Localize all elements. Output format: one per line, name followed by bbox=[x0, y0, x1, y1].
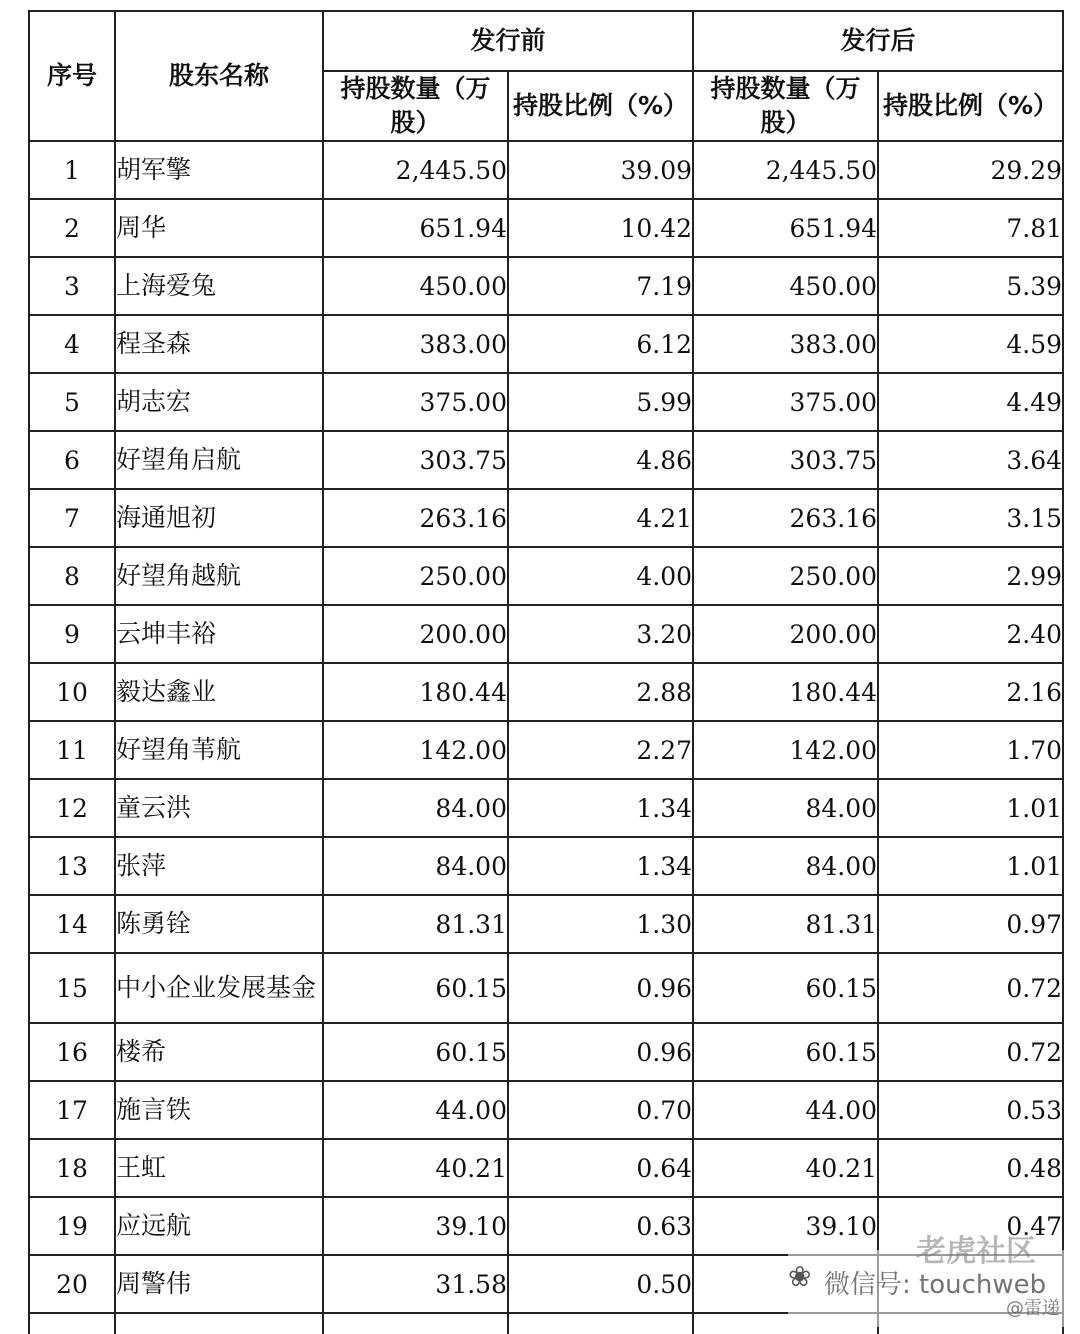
pre-issue-shares: 250.00 bbox=[323, 547, 508, 605]
table-body bbox=[29, 141, 1063, 1334]
post-issue-ratio: 3.15 bbox=[878, 489, 1063, 547]
post-issue-shares: 263.16 bbox=[693, 489, 878, 547]
pre-issue-ratio: 2.88 bbox=[508, 663, 693, 721]
shareholder-name: 程圣森 bbox=[115, 315, 323, 373]
shareholder-name: 王虹 bbox=[115, 1139, 323, 1197]
post-issue-ratio: 1.01 bbox=[878, 779, 1063, 837]
pre-issue-ratio: 3.20 bbox=[508, 605, 693, 663]
shareholder-name: 中小企业发展基金 bbox=[115, 953, 323, 1023]
shareholder-name: 云坤丰裕 bbox=[115, 605, 323, 663]
post-issue-shares: 450.00 bbox=[693, 257, 878, 315]
post-issue-ratio: 4.59 bbox=[878, 315, 1063, 373]
pre-issue-shares: 142.00 bbox=[323, 721, 508, 779]
pre-issue-ratio: 0.70 bbox=[508, 1081, 693, 1139]
pre-issue-shares: 44.00 bbox=[323, 1081, 508, 1139]
pre-issue-shares: 180.44 bbox=[323, 663, 508, 721]
wechat-icon: ❀ bbox=[788, 1260, 812, 1293]
pre-issue-ratio: 1.34 bbox=[508, 837, 693, 895]
row-index: 7 bbox=[29, 489, 115, 547]
watermark-brand: 老虎社区 bbox=[916, 1234, 1036, 1269]
post-issue-ratio: 2.99 bbox=[878, 547, 1063, 605]
table-row bbox=[29, 1139, 1063, 1197]
pre-issue-shares: 84.00 bbox=[323, 779, 508, 837]
post-issue-ratio: 2.16 bbox=[878, 663, 1063, 721]
pre-issue-ratio: 39.09 bbox=[508, 141, 693, 199]
row-index: 20 bbox=[29, 1255, 115, 1313]
shareholder-name: 毅达鑫业 bbox=[115, 663, 323, 721]
table-row bbox=[29, 837, 1063, 895]
pre-issue-ratio: 2.27 bbox=[508, 721, 693, 779]
row-index: 19 bbox=[29, 1197, 115, 1255]
row-index: 8 bbox=[29, 547, 115, 605]
pre-issue-shares: 81.31 bbox=[323, 895, 508, 953]
table-row bbox=[29, 779, 1063, 837]
pre-issue-shares: 31.58 bbox=[323, 1255, 508, 1313]
post-issue-ratio: 29.29 bbox=[878, 141, 1063, 199]
post-issue-ratio: 0.53 bbox=[878, 1081, 1063, 1139]
shareholder-name: 楼希 bbox=[115, 1023, 323, 1081]
header-post-shares: 持股数量（万股） bbox=[693, 71, 878, 141]
shareholder-name: 好望角启航 bbox=[115, 431, 323, 489]
table-row bbox=[29, 1023, 1063, 1081]
table-row bbox=[29, 315, 1063, 373]
post-issue-shares: 250.00 bbox=[693, 547, 878, 605]
post-issue-shares: 60.15 bbox=[693, 1023, 878, 1081]
pre-issue-shares: 84.00 bbox=[323, 837, 508, 895]
post-issue-shares: 39.10 bbox=[693, 1197, 878, 1255]
watermark bbox=[788, 1234, 1080, 1327]
post-issue-ratio: 2.40 bbox=[878, 605, 1063, 663]
table-row bbox=[29, 199, 1063, 257]
pre-issue-shares: 303.75 bbox=[323, 431, 508, 489]
pre-issue-ratio: 4.00 bbox=[508, 547, 693, 605]
post-issue-shares: 180.44 bbox=[693, 663, 878, 721]
pre-issue-shares: 39.10 bbox=[323, 1197, 508, 1255]
table-row bbox=[29, 373, 1063, 431]
pre-issue-shares: 60.15 bbox=[323, 953, 508, 1023]
pre-issue-ratio: 1.34 bbox=[508, 779, 693, 837]
watermark-brand-sub: @雷递 bbox=[1006, 1298, 1060, 1319]
header-pre-shares: 持股数量（万股） bbox=[323, 71, 508, 141]
post-issue-shares: 142.00 bbox=[693, 721, 878, 779]
post-issue-ratio: 1.01 bbox=[878, 837, 1063, 895]
header-row-top bbox=[29, 11, 1063, 71]
post-issue-shares: 60.15 bbox=[693, 953, 878, 1023]
table-row bbox=[29, 1081, 1063, 1139]
row-index: 16 bbox=[29, 1023, 115, 1081]
row-index: 9 bbox=[29, 605, 115, 663]
table-row bbox=[29, 141, 1063, 199]
post-issue-ratio: 0.48 bbox=[878, 1139, 1063, 1197]
pre-issue-ratio: 0.96 bbox=[508, 1023, 693, 1081]
row-index: 13 bbox=[29, 837, 115, 895]
pre-issue-ratio: 7.19 bbox=[508, 257, 693, 315]
pre-issue-shares: 450.00 bbox=[323, 257, 508, 315]
pre-issue-shares: 200.00 bbox=[323, 605, 508, 663]
pre-issue-shares: 60.15 bbox=[323, 1023, 508, 1081]
row-index: 1 bbox=[29, 141, 115, 199]
pre-issue-ratio: 0.64 bbox=[508, 1139, 693, 1197]
post-issue-shares: 2,445.50 bbox=[693, 141, 878, 199]
table-row bbox=[29, 663, 1063, 721]
header-index: 序号 bbox=[29, 11, 115, 141]
pre-issue-ratio: 0.50 bbox=[508, 1255, 693, 1313]
post-issue-ratio: 1.70 bbox=[878, 721, 1063, 779]
pre-issue-shares: 375.00 bbox=[323, 373, 508, 431]
row-index: 6 bbox=[29, 431, 115, 489]
table-row bbox=[29, 489, 1063, 547]
shareholder-name: 施言铁 bbox=[115, 1081, 323, 1139]
post-issue-ratio: 4.49 bbox=[878, 373, 1063, 431]
post-issue-ratio: 5.39 bbox=[878, 257, 1063, 315]
post-issue-shares: 81.31 bbox=[693, 895, 878, 953]
post-issue-ratio: 0.72 bbox=[878, 953, 1063, 1023]
post-issue-shares: 303.75 bbox=[693, 431, 878, 489]
pre-issue-ratio: 1.30 bbox=[508, 895, 693, 953]
table-row bbox=[29, 605, 1063, 663]
post-issue-ratio: 0.72 bbox=[878, 1023, 1063, 1081]
shareholder-name: 周华 bbox=[115, 199, 323, 257]
header-before-issue: 发行前 bbox=[323, 11, 693, 71]
pre-issue-shares: 651.94 bbox=[323, 199, 508, 257]
table-row bbox=[29, 431, 1063, 489]
header-after-issue: 发行后 bbox=[693, 11, 1063, 71]
watermark-text: 微信号: touchweb bbox=[824, 1270, 1047, 1300]
table-row bbox=[29, 257, 1063, 315]
row-index: 3 bbox=[29, 257, 115, 315]
shareholder-name: 胡志宏 bbox=[115, 373, 323, 431]
pre-issue-ratio: 10.42 bbox=[508, 199, 693, 257]
post-issue-ratio: 0.97 bbox=[878, 895, 1063, 953]
pre-issue-shares: 2,445.50 bbox=[323, 141, 508, 199]
row-index: 18 bbox=[29, 1139, 115, 1197]
empty-cell bbox=[323, 1313, 508, 1334]
row-index: 4 bbox=[29, 315, 115, 373]
post-issue-ratio: 0.47 bbox=[878, 1197, 1063, 1255]
shareholder-name: 好望角苇航 bbox=[115, 721, 323, 779]
pre-issue-ratio: 4.21 bbox=[508, 489, 693, 547]
empty-cell bbox=[508, 1313, 693, 1334]
table-row bbox=[29, 895, 1063, 953]
row-index: 14 bbox=[29, 895, 115, 953]
pre-issue-shares: 383.00 bbox=[323, 315, 508, 373]
post-issue-shares: 44.00 bbox=[693, 1081, 878, 1139]
shareholder-name: 好望角越航 bbox=[115, 547, 323, 605]
row-index: 5 bbox=[29, 373, 115, 431]
table-row bbox=[29, 721, 1063, 779]
post-issue-shares: 84.00 bbox=[693, 779, 878, 837]
table-row bbox=[29, 953, 1063, 1023]
pre-issue-ratio: 4.86 bbox=[508, 431, 693, 489]
header-name: 股东名称 bbox=[115, 11, 323, 141]
post-issue-shares: 84.00 bbox=[693, 837, 878, 895]
empty-cell bbox=[115, 1313, 323, 1334]
shareholder-name: 应远航 bbox=[115, 1197, 323, 1255]
shareholder-name: 周警伟 bbox=[115, 1255, 323, 1313]
row-index: 10 bbox=[29, 663, 115, 721]
row-index: 11 bbox=[29, 721, 115, 779]
pre-issue-ratio: 0.63 bbox=[508, 1197, 693, 1255]
table-row bbox=[29, 1197, 1063, 1255]
row-index: 15 bbox=[29, 953, 115, 1023]
pre-issue-ratio: 0.96 bbox=[508, 953, 693, 1023]
pre-issue-ratio: 5.99 bbox=[508, 373, 693, 431]
post-issue-shares: 383.00 bbox=[693, 315, 878, 373]
header-pre-ratio: 持股比例（%） bbox=[508, 71, 693, 141]
pre-issue-shares: 40.21 bbox=[323, 1139, 508, 1197]
post-issue-shares: 651.94 bbox=[693, 199, 878, 257]
shareholder-name: 海通旭初 bbox=[115, 489, 323, 547]
post-issue-shares: 40.21 bbox=[693, 1139, 878, 1197]
shareholder-name: 陈勇铨 bbox=[115, 895, 323, 953]
table-row bbox=[29, 547, 1063, 605]
row-index: 2 bbox=[29, 199, 115, 257]
post-issue-ratio: 7.81 bbox=[878, 199, 1063, 257]
row-index: 12 bbox=[29, 779, 115, 837]
row-index: 17 bbox=[29, 1081, 115, 1139]
shareholder-name: 童云洪 bbox=[115, 779, 323, 837]
shareholder-name: 胡军擎 bbox=[115, 141, 323, 199]
post-issue-ratio: 3.64 bbox=[878, 431, 1063, 489]
empty-cell bbox=[29, 1313, 115, 1334]
shareholder-name: 张萍 bbox=[115, 837, 323, 895]
shareholder-name: 上海爱兔 bbox=[115, 257, 323, 315]
shareholder-table bbox=[28, 10, 1064, 1334]
post-issue-shares: 200.00 bbox=[693, 605, 878, 663]
pre-issue-ratio: 6.12 bbox=[508, 315, 693, 373]
post-issue-shares: 375.00 bbox=[693, 373, 878, 431]
pre-issue-shares: 263.16 bbox=[323, 489, 508, 547]
header-post-ratio: 持股比例（%） bbox=[878, 71, 1063, 141]
